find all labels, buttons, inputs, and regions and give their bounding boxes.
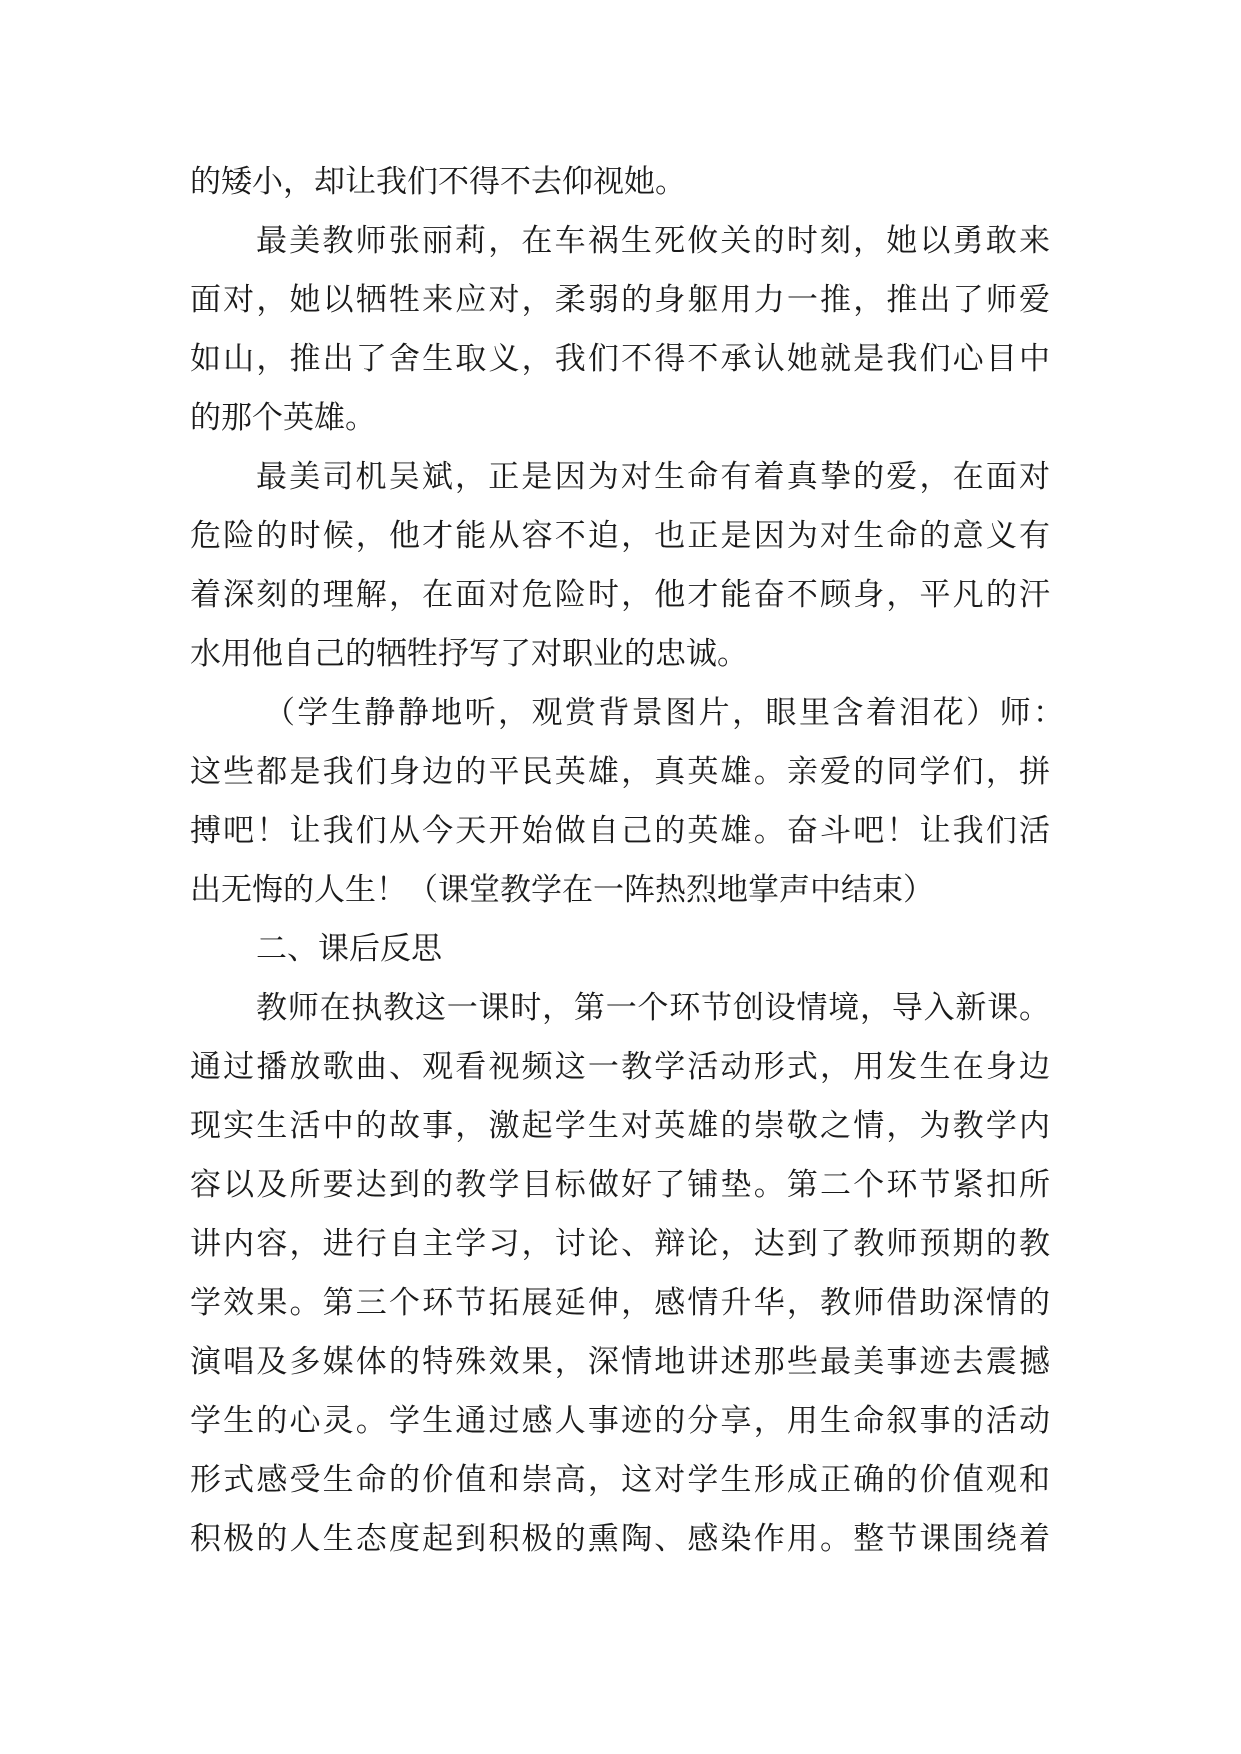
text-line: 如山，推出了舍生取义，我们不得不承认她就是我们心目中 (190, 341, 1050, 377)
text-line: 现实生活中的故事，激起学生对英雄的崇敬之情，为教学内 (190, 1108, 1050, 1144)
text-line: 讲内容，进行自主学习，讨论、辩论，达到了教师预期的教 (190, 1226, 1050, 1262)
text-line: 水用他自己的牺牲抒写了对职业的忠诚。 (190, 636, 748, 672)
text-line: 最美司机吴斌，正是因为对生命有着真挚的爱，在面对 (256, 459, 1050, 495)
text-line: 学效果。第三个环节拓展延伸，感情升华，教师借助深情的 (190, 1285, 1050, 1321)
text-line: 搏吧！让我们从今天开始做自己的英雄。奋斗吧！让我们活 (190, 813, 1050, 849)
section-heading: 二、课后反思 (256, 931, 442, 967)
text-line: 容以及所要达到的教学目标做好了铺垫。第二个环节紧扣所 (190, 1167, 1050, 1203)
text-line: 通过播放歌曲、观看视频这一教学活动形式，用发生在身边 (190, 1049, 1050, 1085)
text-line: 着深刻的理解，在面对危险时，他才能奋不顾身，平凡的汗 (190, 577, 1050, 613)
text-line: 教师在执教这一课时，第一个环节创设情境，导入新课。 (256, 990, 1050, 1026)
text-line: 演唱及多媒体的特殊效果，深情地讲述那些最美事迹去震撼 (190, 1344, 1050, 1380)
text-line: 面对，她以牺牲来应对，柔弱的身躯用力一推，推出了师爱 (190, 282, 1050, 318)
text-line: 的矮小，却让我们不得不去仰视她。 (190, 164, 686, 200)
text-line: 学生的心灵。学生通过感人事迹的分享，用生命叙事的活动 (190, 1403, 1050, 1439)
text-line: 的那个英雄。 (190, 400, 376, 436)
text-line: 形式感受生命的价值和崇高，这对学生形成正确的价值观和 (190, 1462, 1050, 1498)
text-line: 这些都是我们身边的平民英雄，真英雄。亲爱的同学们，拼 (190, 754, 1050, 790)
text-line: 最美教师张丽莉，在车祸生死攸关的时刻，她以勇敢来 (256, 223, 1050, 259)
text-line: （学生静静地听，观赏背景图片，眼里含着泪花）师： (264, 695, 1064, 731)
text-line: 危险的时候，他才能从容不迫，也正是因为对生命的意义有 (190, 518, 1050, 554)
text-line: 积极的人生态度起到积极的熏陶、感染作用。整节课围绕着 (190, 1521, 1050, 1557)
text-line: 出无悔的人生！（课堂教学在一阵热烈地掌声中结束） (190, 872, 934, 908)
